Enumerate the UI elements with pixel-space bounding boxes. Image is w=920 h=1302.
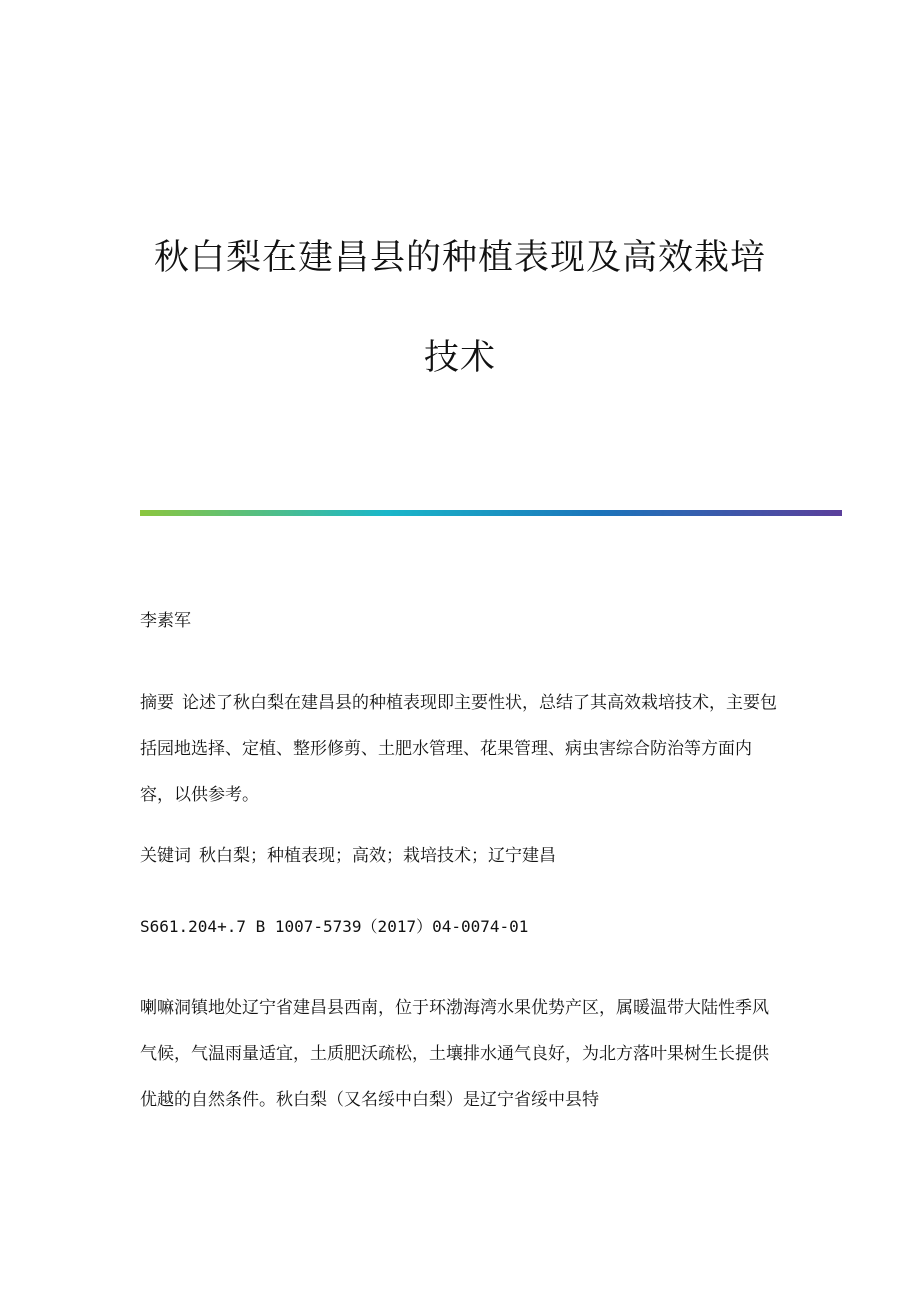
abstract-label: 摘要	[140, 693, 174, 713]
abstract-paragraph	[140, 680, 780, 818]
keywords-paragraph	[140, 845, 780, 868]
abstract-text: 论述了秋白梨在建昌县的种植表现即主要性状，总结了其高效栽培技术，主要包括园地选择、定植、整形修剪、土肥水管理、花果管理、病虫害综合防治等方面内容，以供参考。	[140, 693, 777, 805]
keywords-text: 秋白梨；种植表现；高效；栽培技术；辽宁建昌	[199, 846, 556, 866]
author-name: 李素军	[140, 611, 191, 631]
body-paragraph: 喇嘛洞镇地处辽宁省建昌县西南，位于环渤海湾水果优势产区，属暖温带大陆性季风气候，气温雨量适宜，土质肥沃疏松，土壤排水通气良好，为北方落叶果树生长提供优越的自然条件。秋白梨（又名绥中白梨）是辽宁省绥中县特	[140, 998, 769, 1110]
document-title-line-2: 技术	[423, 338, 496, 378]
document-title-line-1: 秋白梨在建昌县的种植表现及高效栽培	[153, 238, 766, 278]
classification-code: S661.204+.7 B 1007-5739（2017）04-0074-01	[140, 917, 529, 936]
keywords-label: 关键词	[140, 846, 191, 866]
gradient-divider	[140, 510, 842, 516]
